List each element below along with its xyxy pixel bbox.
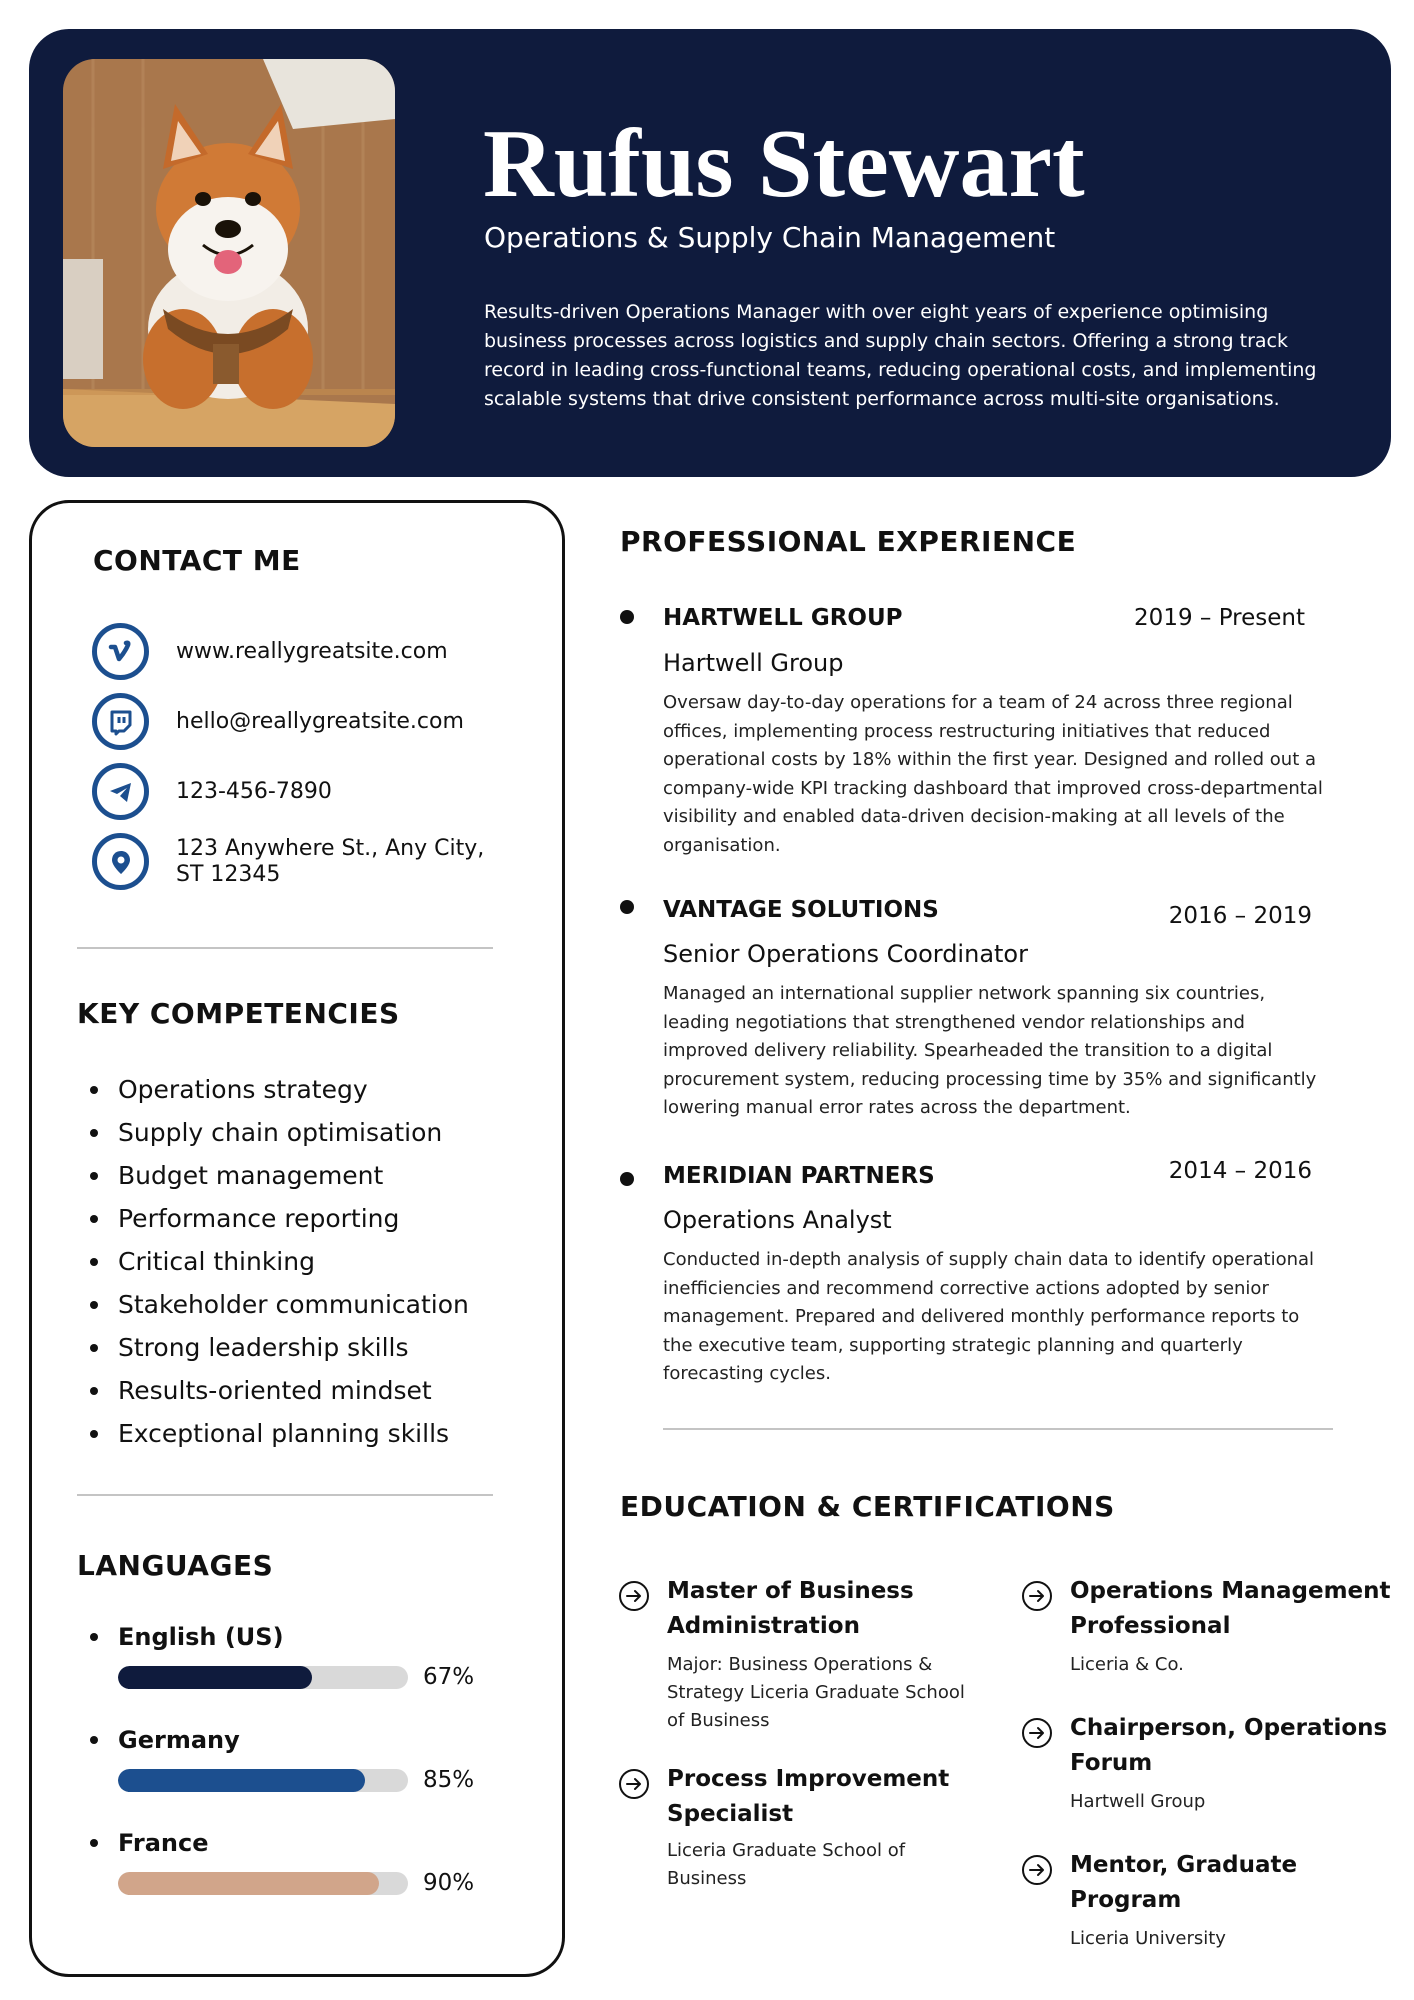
language-progress-bar bbox=[118, 1769, 408, 1792]
contact-address[interactable] bbox=[92, 833, 496, 890]
language-item bbox=[88, 1622, 508, 1712]
language-name: English (US) bbox=[88, 1622, 508, 1652]
location-pin-icon bbox=[92, 833, 149, 890]
language-progress-bar bbox=[118, 1872, 408, 1895]
experience-item bbox=[620, 1158, 1340, 1393]
profile-summary: Results-driven Operations Manager with over eight years of experience optimising business processes across logistics and supply chain sectors. Offering a strong track record in leading cross-functional teams, reducing operational costs, and implementing scalable systems that drive consistent performance across multi-site organisations. bbox=[484, 301, 1317, 410]
education-title: Process Improvement Specialist bbox=[667, 1766, 950, 1827]
language-progress-fill bbox=[118, 1872, 379, 1895]
experience-description: Conducted in-depth analysis of supply chain data to identify operational inefficiencies and recommend corrective actions adopted by senior management. Prepared and delivered monthly performance reports to the executive team, supporting strategic planning and quarterly forecasting cycles. bbox=[663, 1249, 1315, 1384]
education-title: Master of Business Administration bbox=[667, 1578, 914, 1639]
arrow-circle-right-icon bbox=[618, 1768, 650, 1800]
contact-address-text: 123 Anywhere St., Any City, ST 12345 bbox=[176, 835, 485, 887]
education-detail: Liceria University bbox=[1070, 1928, 1226, 1949]
experience-company: HARTWELL GROUP bbox=[663, 605, 903, 631]
experience-item bbox=[620, 897, 1340, 1127]
arrow-circle-right-icon bbox=[1021, 1717, 1053, 1749]
experience-years: 2016 – 2019 bbox=[1168, 903, 1312, 929]
main-divider bbox=[663, 1428, 1333, 1430]
contact-website[interactable] bbox=[92, 623, 496, 680]
experience-role: Operations Analyst bbox=[663, 1206, 892, 1234]
arrow-circle-right-icon bbox=[1021, 1854, 1053, 1886]
experience-heading: PROFESSIONAL EXPERIENCE bbox=[620, 525, 1077, 558]
list-item: Supply chain optimisation bbox=[88, 1111, 469, 1154]
job-title: Operations & Supply Chain Management bbox=[484, 221, 1056, 254]
competencies-list bbox=[88, 1068, 469, 1455]
language-progress-bar bbox=[118, 1666, 408, 1689]
bullet-dot bbox=[620, 1172, 634, 1186]
language-percent: 90% bbox=[423, 1870, 475, 1896]
contact-website-text: www.reallygreatsite.com bbox=[176, 638, 448, 664]
experience-company: VANTAGE SOLUTIONS bbox=[663, 897, 939, 923]
experience-item bbox=[620, 605, 1340, 865]
education-detail: Liceria & Co. bbox=[1070, 1654, 1184, 1675]
list-item: Performance reporting bbox=[88, 1197, 469, 1240]
language-item bbox=[88, 1828, 508, 1918]
language-name: Germany bbox=[88, 1725, 508, 1755]
vimeo-icon bbox=[92, 623, 149, 680]
arrow-circle-right-icon bbox=[1021, 1580, 1053, 1612]
arrow-circle-right-icon bbox=[618, 1580, 650, 1612]
list-item: Budget management bbox=[88, 1154, 469, 1197]
experience-company: MERIDIAN PARTNERS bbox=[663, 1163, 935, 1189]
experience-description: Oversaw day-to-day operations for a team of 24 across three regional offices, implementing process restructuring initiatives that reduced operational costs by 18% within the first year. Designed and rolled out a company-wide KPI tracking dashboard that improved cross-departmental visibility and enabled data-driven decision-making at all levels of the organisation. bbox=[663, 692, 1323, 856]
education-title: Operations Management Professional bbox=[1070, 1578, 1391, 1639]
language-progress-fill bbox=[118, 1769, 365, 1792]
list-item: Strong leadership skills bbox=[88, 1326, 469, 1369]
experience-role: Senior Operations Coordinator bbox=[663, 940, 1028, 968]
language-percent: 67% bbox=[423, 1664, 475, 1690]
contact-phone-text: 123-456-7890 bbox=[176, 778, 332, 804]
bullet-dot bbox=[620, 610, 634, 624]
education-heading: EDUCATION & CERTIFICATIONS bbox=[620, 1490, 1115, 1523]
competencies-heading: KEY COMPETENCIES bbox=[77, 997, 400, 1030]
contact-phone[interactable] bbox=[92, 763, 496, 820]
bullet-dot bbox=[620, 900, 634, 914]
profile-photo bbox=[63, 59, 395, 447]
education-title: Mentor, Graduate Program bbox=[1070, 1852, 1298, 1913]
education-title: Chairperson, Operations Forum bbox=[1070, 1715, 1388, 1776]
experience-years: 2014 – 2016 bbox=[1168, 1158, 1312, 1184]
list-item: Operations strategy bbox=[88, 1068, 469, 1111]
education-detail: Major: Business Operations & Strategy Liceria Graduate School of Business bbox=[667, 1654, 965, 1731]
language-progress-fill bbox=[118, 1666, 312, 1689]
contact-heading: CONTACT ME bbox=[93, 544, 301, 577]
language-name: France bbox=[88, 1828, 508, 1858]
education-detail: Liceria Graduate School of Business bbox=[667, 1840, 906, 1889]
list-item: Stakeholder communication bbox=[88, 1283, 469, 1326]
contact-email[interactable] bbox=[92, 693, 496, 750]
telegram-icon bbox=[92, 763, 149, 820]
experience-years: 2019 – Present bbox=[1134, 605, 1305, 631]
twitch-icon bbox=[92, 693, 149, 750]
list-item: Exceptional planning skills bbox=[88, 1412, 469, 1455]
languages-heading: LANGUAGES bbox=[77, 1549, 274, 1582]
education-detail: Hartwell Group bbox=[1070, 1791, 1206, 1812]
language-item bbox=[88, 1725, 508, 1815]
sidebar-divider bbox=[77, 947, 493, 949]
language-percent: 85% bbox=[423, 1767, 475, 1793]
contact-email-text: hello@reallygreatsite.com bbox=[176, 708, 464, 734]
candidate-name: Rufus Stewart bbox=[483, 110, 1085, 218]
list-item: Results-oriented mindset bbox=[88, 1369, 469, 1412]
sidebar-divider bbox=[77, 1494, 493, 1496]
experience-role: Hartwell Group bbox=[663, 649, 844, 677]
experience-description: Managed an international supplier network spanning six countries, leading negotiations that strengthened vendor relationships and improved delivery reliability. Spearheaded the transition to a digital procurement system, reducing processing time by 35% and significantly lowering manual error rates across the department. bbox=[663, 983, 1317, 1118]
list-item: Critical thinking bbox=[88, 1240, 469, 1283]
